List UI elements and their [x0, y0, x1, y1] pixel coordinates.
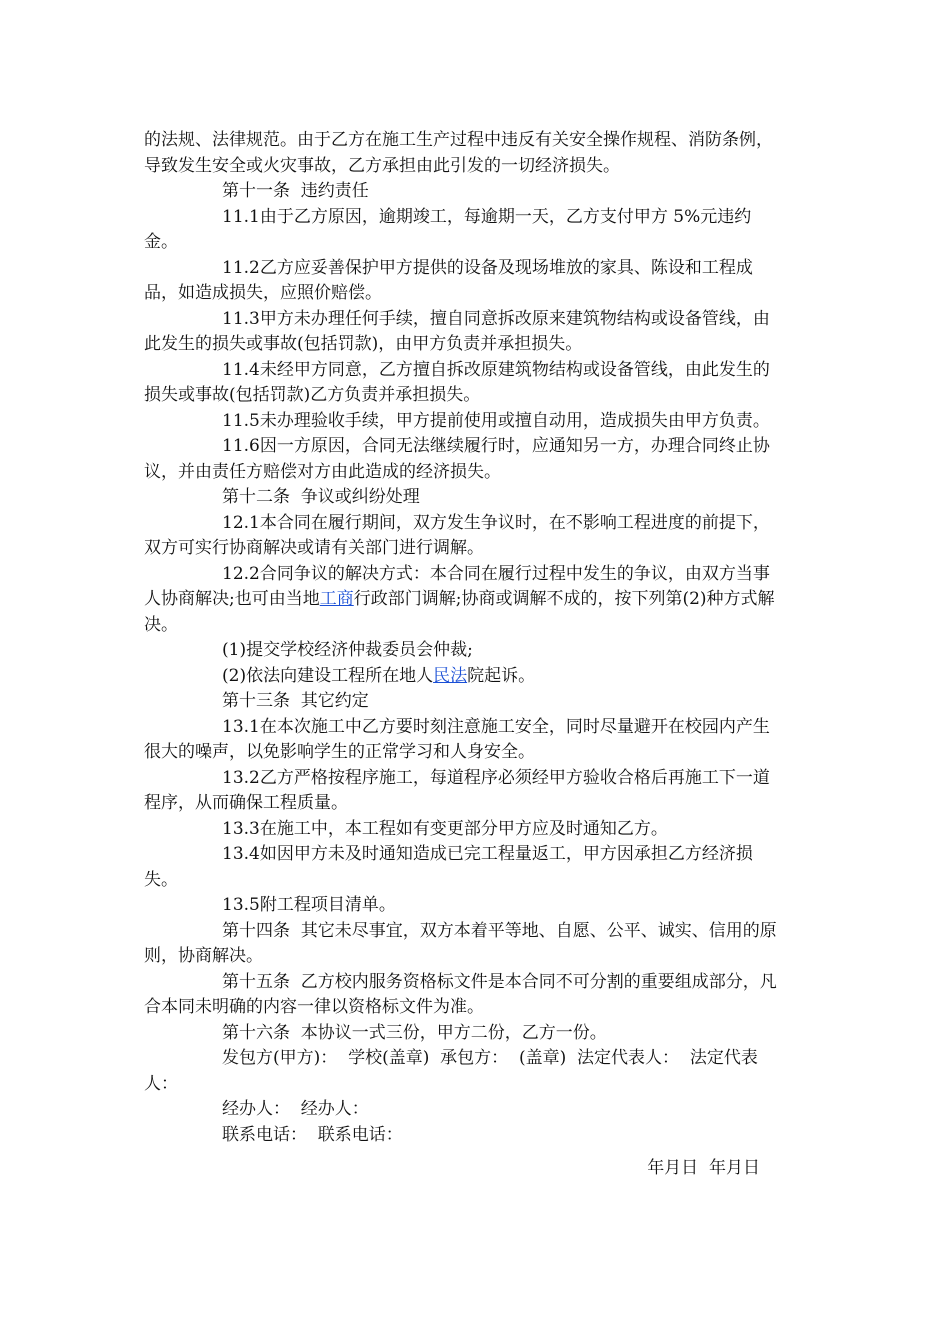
signature-parties: 发包方(甲方)： 学校(盖章) 承包方： (盖章) 法定代表人： 法定代表人： [144, 1048, 758, 1094]
clause-13-5: 13.5附工程项目清单。 [222, 895, 396, 915]
clause-12-2 [144, 562, 784, 639]
clause-13-1: 13.1在本次施工中乙方要时刻注意施工安全，同时尽量避开在校园内产生很大的噪声，以免影响学生的正常学习和人身安全。 [144, 716, 770, 762]
clause-11-5: 11.5未办理验收手续，甲方提前使用或擅自动用，造成损失由甲方负责。 [222, 410, 770, 431]
signature-handlers: 经办人： 经办人： [222, 1099, 369, 1119]
option-2-text-after: 院起诉。 [467, 665, 536, 686]
clause-11-4: 11.4未经甲方同意，乙方擅自拆改原建筑物结构或设备管线，由此发生的损失或事故(包括罚款)乙方负责并承担损失。 [144, 359, 770, 405]
signature-phones: 联系电话： 联系电话： [222, 1124, 403, 1145]
clause-11-3: 11.3甲方未办理任何手续，擅自同意拆改原来建筑物结构或设备管线，由此发生的损失或事故(包括罚款)，由甲方负责并承担损失。 [144, 308, 770, 354]
clause-12-2-text-after: 行政部门调解;协商或调解不成的，按下列第(2)种方式解决。 [144, 589, 775, 635]
heading-article-11: 第十一条 违约责任 [222, 181, 369, 201]
clause-13-3: 13.3在施工中，本工程如有变更部分甲方应及时通知乙方。 [222, 818, 668, 839]
option-1: (1)提交学校经济仲裁委员会仲裁; [222, 640, 473, 660]
signature-dates: 年月日 年月日 [647, 1158, 760, 1178]
link-minfa[interactable]: 民法 [433, 665, 468, 686]
clause-11-2: 11.2乙方应妥善保护甲方提供的设备及现场堆放的家具、陈设和工程成品，如造成损失，应照价赔偿。 [144, 257, 753, 303]
clause-11-1: 11.1由于乙方原因，逾期竣工，每逾期一天，乙方支付甲方 5%元违约金。 [144, 206, 752, 252]
clause-13-2: 13.2乙方严格按程序施工，每道程序必须经甲方验收合格后再施工下一道程序，从而确保工程质量。 [144, 767, 770, 813]
clause-13-4: 13.4如因甲方未及时通知造成已完工程量返工，甲方因承担乙方经济损失。 [144, 844, 753, 890]
article-16: 第十六条 本协议一式三份，甲方二份，乙方一份。 [222, 1022, 607, 1043]
option-2 [144, 664, 784, 690]
clause-12-2-text-before: 12.2合同争议的解决方式：本合同在履行过程中发生的争议，由双方当事人协商解决;也可由当地 [144, 563, 770, 609]
paragraph-intro: 的法规、法律规范。由于乙方在施工生产过程中违反有关安全操作规程、消防条例，导致发生安全或火灾事故，乙方承担由此引发的一切经济损失。 [144, 130, 773, 176]
heading-article-13: 第十三条 其它约定 [222, 691, 369, 711]
link-gongshang[interactable]: 工商 [319, 589, 354, 609]
article-14: 第十四条 其它未尽事宜，双方本着平等地、自愿、公平、诚实、信用的原则，协商解决。 [144, 920, 777, 966]
heading-article-12: 第十二条 争议或纠纷处理 [222, 487, 420, 507]
option-2-text-before: (2)依法向建设工程所在地人 [222, 665, 434, 686]
article-15: 第十五条 乙方校内服务资格标文件是本合同不可分割的重要组成部分，凡合本同未明确的内容一律以资格标文件为准。 [144, 971, 777, 1017]
clause-12-1: 12.1本合同在履行期间，双方发生争议时，在不影响工程进度的前提下，双方可实行协商解决或请有关部门进行调解。 [144, 512, 770, 558]
clause-11-6: 11.6因一方原因，合同无法继续履行时，应通知另一方，办理合同终止协议，并由责任方赔偿对方由此造成的经济损失。 [144, 436, 770, 482]
